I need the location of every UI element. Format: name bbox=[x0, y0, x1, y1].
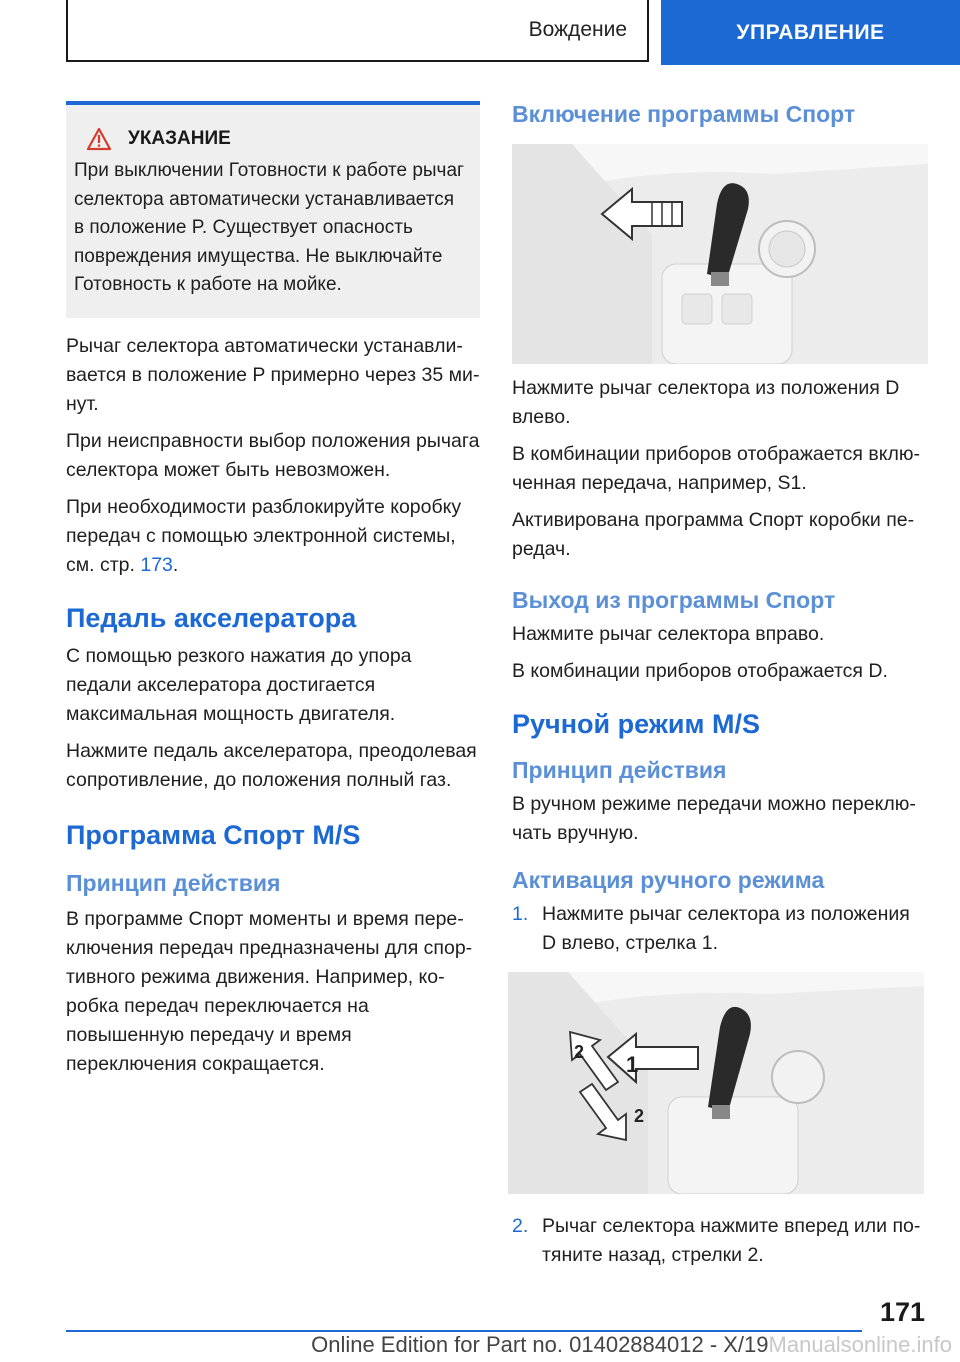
selector-fault-text: При неисправности выбор положения рычага селектора может быть невозможен. bbox=[66, 429, 480, 481]
sentence-end: . bbox=[172, 553, 179, 576]
section-title: Вождение bbox=[528, 18, 627, 41]
sport-principle-text: В программе Спорт моменты и время переключения передач предназначены для спортивного режима движения. Например, коробка передач переключается на повышенную передачу и время переключения сокращается. bbox=[66, 907, 473, 1075]
warning-title: УКАЗАНИЕ bbox=[128, 128, 231, 149]
heading-manual-mode: Ручной режим M/S bbox=[512, 709, 760, 739]
enable-text-2: В комбинации приборов отображается включенная передача, например, S1. bbox=[512, 443, 921, 494]
warning-header bbox=[86, 127, 466, 151]
warning-box bbox=[66, 105, 480, 318]
edition-text: Online Edition for Part no. 01402884012 - X/19 bbox=[311, 1332, 769, 1357]
warning-triangle-icon bbox=[86, 127, 112, 151]
heading-exit-sport: Выход из программы Спорт bbox=[512, 587, 836, 613]
page-reference-link[interactable]: 173 bbox=[140, 553, 173, 576]
heading-principle-left: Принцип действия bbox=[66, 869, 281, 896]
warning-text: При выключении Готовности к работе рычаг селектора автоматически устанавливается в положение P. Существует опасность повреждения имущества. Не выключайте Готовность к работе на мойке. bbox=[74, 160, 464, 295]
gear-selector-photo-2 bbox=[508, 972, 924, 1194]
exit-text-2: В комбинации приборов отображается D. bbox=[512, 660, 888, 682]
step-2-text: Рычаг селектора нажмите вперед или потяните назад, стрелки 2. bbox=[542, 1215, 921, 1266]
step-2-number: 2. bbox=[512, 1215, 529, 1237]
step-1-text: Нажмите рычаг селектора из положения D влево, стрелка 1. bbox=[542, 903, 910, 954]
exit-text-1: Нажмите рычаг селектора вправо. bbox=[512, 623, 825, 645]
heading-enable-sport: Включение программы Спорт bbox=[512, 101, 856, 127]
heading-principle-right: Принцип действия bbox=[512, 757, 727, 783]
left-column bbox=[66, 105, 480, 1087]
page-number: 171 bbox=[880, 1297, 926, 1327]
footer bbox=[0, 1332, 960, 1362]
right-column bbox=[512, 98, 926, 1270]
enable-text-3: Активирована программа Спорт коробки передач. bbox=[512, 509, 915, 560]
arrow-2-label-top: 2 bbox=[574, 1042, 585, 1062]
unlock-gearbox-text bbox=[66, 493, 480, 580]
arrow-1-label: 1 bbox=[626, 1052, 639, 1077]
enable-text-1: Нажмите рычаг селектора из положения D влево. bbox=[512, 377, 900, 428]
gear-selector-illustration bbox=[512, 144, 928, 364]
arrow-2-label-bottom: 2 bbox=[634, 1106, 645, 1126]
heading-sport-program: Программа Спорт M/S bbox=[66, 819, 361, 850]
gear-selector-arrows-illustration bbox=[508, 972, 924, 1194]
step-1-number: 1. bbox=[512, 903, 529, 925]
step-2 bbox=[512, 1212, 926, 1270]
watermark-text: Manualsonline.info bbox=[768, 1332, 952, 1357]
gear-selector-photo-1 bbox=[512, 144, 928, 364]
pedal-text-2: Нажмите педаль акселератора, преодолевая сопротивление, до положения полный газ. bbox=[66, 739, 477, 791]
manual-principle-text: В ручном режиме передачи можно переключать вручную. bbox=[512, 793, 916, 844]
step-1 bbox=[512, 900, 926, 958]
section-tab[interactable] bbox=[66, 0, 649, 62]
chapter-title: УПРАВЛЕНИЕ bbox=[736, 20, 885, 44]
chapter-tab[interactable] bbox=[661, 0, 960, 65]
heading-accelerator-pedal: Педаль акселератора bbox=[66, 602, 357, 633]
unlock-gearbox-sentence: При необходимости разблокируйте коробку передач с помощью электронной системы, см. стр. bbox=[66, 495, 462, 576]
heading-activate-manual: Активация ручного режима bbox=[512, 867, 825, 893]
selector-auto-p-text: Рычаг селектора автоматически устанавливается в положение P примерно через 35 минут. bbox=[66, 334, 480, 415]
pedal-text-1: С помощью резкого нажатия до упора педали акселератора достигается максимальная мощность двигателя. bbox=[66, 644, 412, 725]
